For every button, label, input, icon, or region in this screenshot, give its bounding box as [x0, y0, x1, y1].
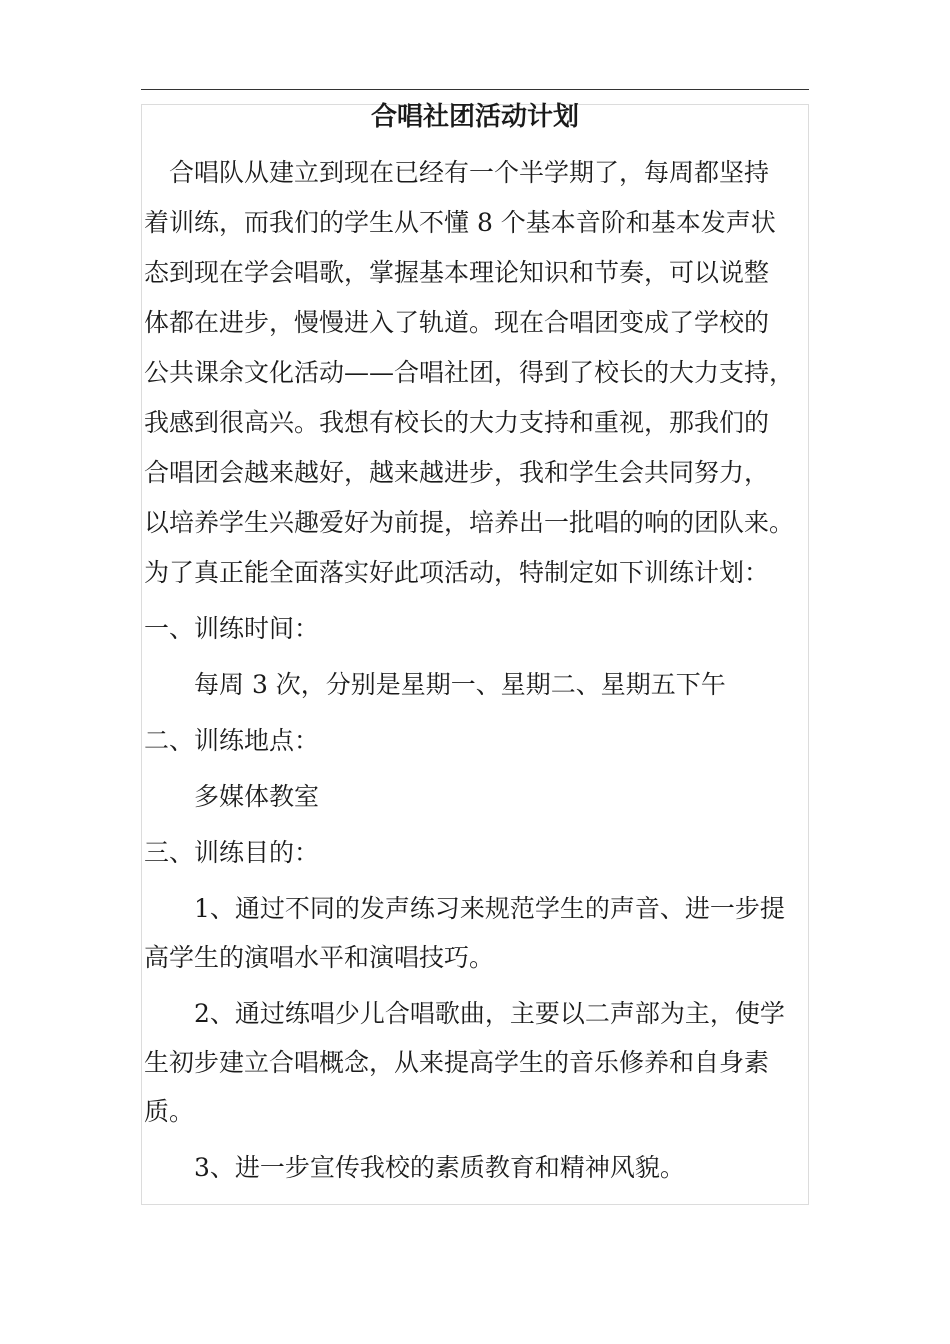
intro-line-4: 体都在进步，慢慢进入了轨道。现在合唱团变成了学校的	[144, 308, 770, 337]
goal-1-line-2: 高学生的演唱水平和演唱技巧。	[144, 943, 495, 972]
goal-2-line-2: 生初步建立合唱概念，从来提高学生的音乐修养和自身素	[144, 1048, 770, 1077]
header-rule	[141, 89, 809, 90]
intro-line-1: 合唱队从建立到现在已经有一个半学期了，每周都坚持	[144, 158, 770, 187]
intro-line-7: 合唱团会越来越好，越来越进步，我和学生会共同努力，	[144, 458, 770, 487]
intro-line-5: 公共课余文化活动——合唱社团，得到了校长的大力支持，	[144, 358, 795, 387]
goal-3-line-1: 3、进一步宣传我校的素质教育和精神风貌。	[144, 1153, 685, 1182]
section-heading-time: 一、训练时间：	[144, 614, 320, 643]
goal-2-line-1: 2、通过练唱少儿合唱歌曲，主要以二声部为主，使学	[144, 999, 785, 1028]
intro-line-2: 着训练，而我们的学生从不懂 8 个基本音阶和基本发声状	[144, 208, 776, 237]
section-body-time: 每周 3 次，分别是星期一、星期二、星期五下午	[144, 670, 726, 699]
intro-line-8: 以培养学生兴趣爱好为前提，培养出一批唱的响的团队来。	[144, 508, 795, 537]
section-body-location: 多媒体教室	[144, 782, 320, 811]
intro-line-6: 我感到很高兴。我想有校长的大力支持和重视，那我们的	[144, 408, 770, 437]
intro-line-3: 态到现在学会唱歌，掌握基本理论知识和节奏，可以说整	[144, 258, 770, 287]
section-heading-goals: 三、训练目的：	[144, 838, 320, 867]
goal-1-line-1: 1、通过不同的发声练习来规范学生的声音、进一步提	[144, 894, 785, 923]
document-title: 合唱社团活动计划	[370, 102, 579, 132]
goal-2-line-3: 质。	[144, 1097, 195, 1126]
intro-line-9: 为了真正能全面落实好此项活动，特制定如下训练计划：	[144, 558, 770, 587]
section-heading-location: 二、训练地点：	[144, 726, 320, 755]
